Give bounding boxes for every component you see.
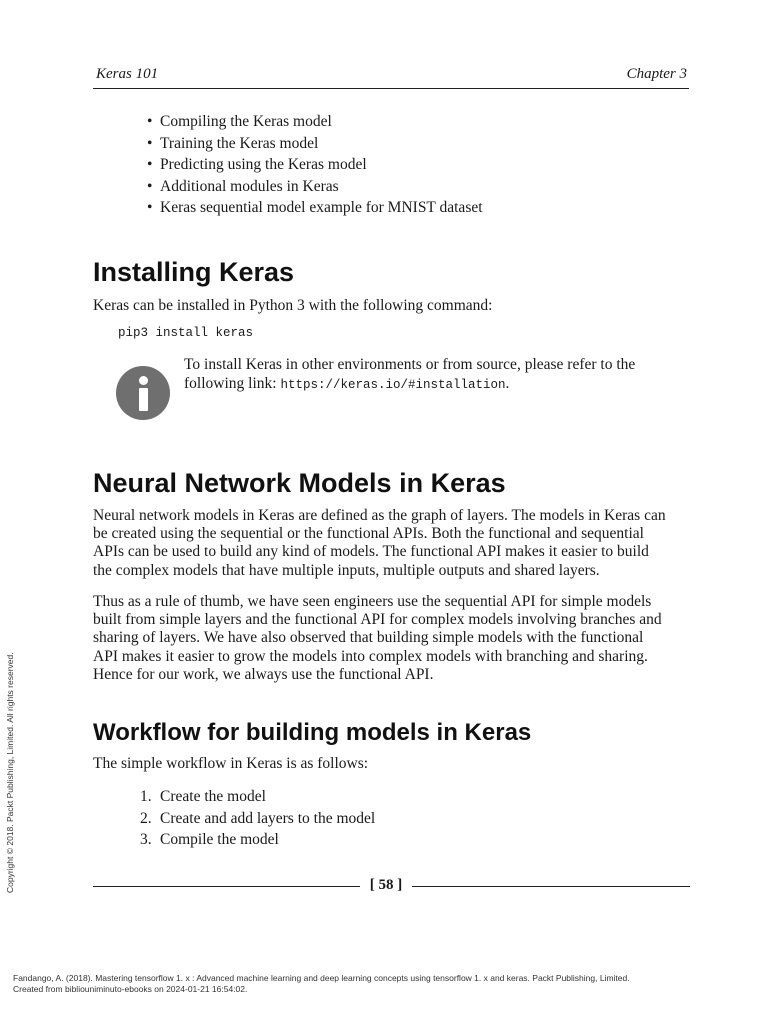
text-line: built from simple layers and the functional API for complex models involving branches and [93,611,662,629]
step-number: 3. [140,831,152,848]
step-number: 1. [140,788,152,805]
running-header [93,64,689,89]
text-line: APIs can be used to build any kind of models. The functional API makes it easier to build [93,543,649,561]
workflow-intro: The simple workflow in Keras is as follows: [93,755,369,772]
list-item [140,829,375,851]
text-line: Thus as a rule of thumb, we have seen engineers use the sequential API for simple models [93,593,652,610]
info-note-end: . [505,374,510,392]
heading-workflow: Workflow for building models in Keras [93,719,532,746]
info-icon [116,366,170,420]
heading-neural-network-models: Neural Network Models in Keras [93,468,506,498]
created-from-line: Created from bibliouniminuto-ebooks on 2024-01-21 16:54:02. [13,984,248,994]
text-line: Neural network models in Keras are defined as the graph of layers. The models in Keras can [93,507,666,524]
page-number: [ 58 ] [369,877,403,893]
header-book-title: Keras 101 [96,66,159,82]
step-text: Compile the model [160,831,279,848]
list-item [140,786,375,808]
side-copyright: Copyright © 2018. Packt Publishing, Limited. All rights reserved. [5,652,15,893]
list-item [140,808,376,830]
neural-paragraph-2 [93,593,693,684]
list-item: • Predicting using the Keras model [160,154,483,176]
heading-installing-keras: Installing Keras [93,257,295,287]
divider [93,886,360,887]
list-item: • Additional modules in Keras [160,176,483,198]
divider [412,886,690,887]
header-chapter: Chapter 3 [626,66,687,82]
citation-footer [13,973,630,995]
text-line: Hence for our work, we always use the functional API. [93,665,434,683]
page-number-bar [93,877,690,897]
list-item: • Training the Keras model [160,133,483,155]
topic-bullet-list [160,111,483,219]
citation-line: Fandango, A. (2018). Mastering tensorflow 1. x : Advanced machine learning and deep learning concepts using tensorflow 1. x and keras. Packt Publishing, Limited. [13,973,630,983]
neural-paragraph-1 [93,507,693,580]
text-line: API makes it easier to grow the models into complex models with branching and sharing. [93,647,648,665]
workflow-steps-list [140,786,376,851]
info-note [184,356,684,394]
step-text: Create the model [160,788,266,805]
step-text: Create and add layers to the model [160,809,376,827]
install-command: pip3 install keras [118,326,254,340]
installation-link[interactable]: https://keras.io/#installation [280,377,506,392]
list-item: • Compiling the Keras model [160,111,483,133]
text-line: be created using the sequential or the functional APIs. Both the functional and sequential [93,525,644,543]
install-intro: Keras can be installed in Python 3 with the following command: [93,297,493,314]
list-item: • Keras sequential model example for MNIST dataset [160,197,483,219]
text-line: the complex models that have multiple inputs, multiple outputs and shared layers. [93,561,600,579]
step-number: 2. [140,809,152,827]
text-line: sharing of layers. We have also observed that building simple models with the functional [93,629,644,647]
info-note-text: To install Keras in other environments or from source, please refer to the following link: [184,356,636,392]
